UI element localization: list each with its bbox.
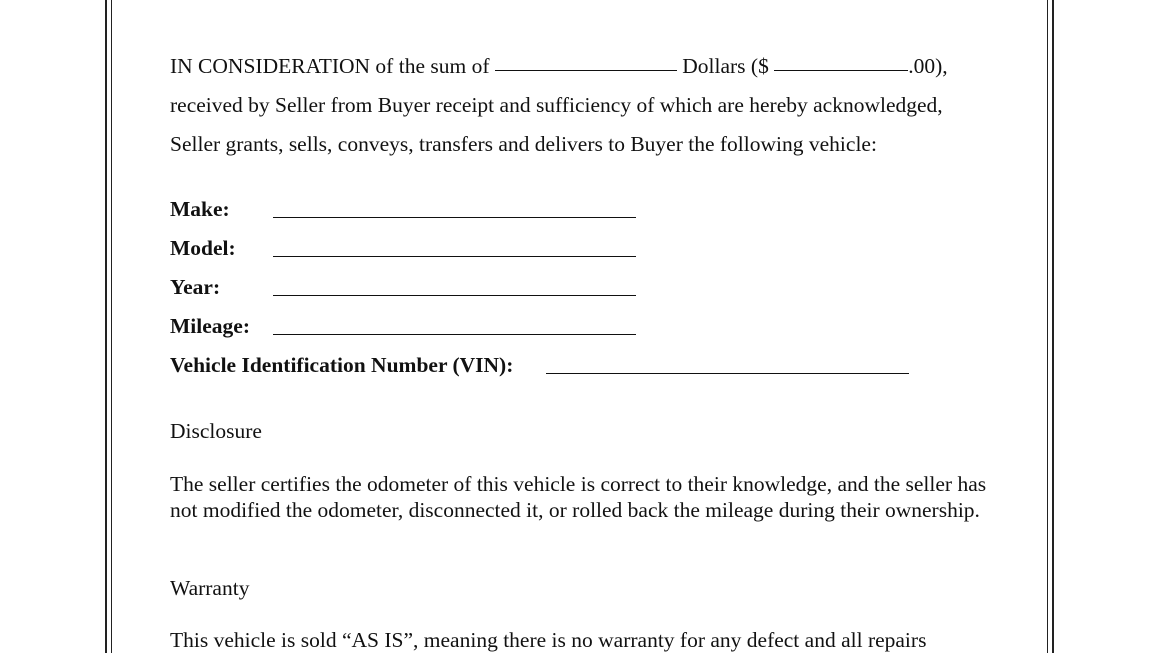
sum-words-blank[interactable] — [495, 69, 677, 71]
consideration-text-2: Dollars ($ — [682, 54, 769, 78]
page-border-right-inner — [1047, 0, 1048, 653]
model-label: Model: — [170, 236, 236, 260]
sum-amount-blank[interactable] — [774, 69, 908, 71]
disclosure-text: The seller certifies the odometer of this vehicle is correct to their knowledge, and the seller has not modified the odometer, disconnected it, or rolled back the mileage during their ownership. — [170, 472, 987, 522]
consideration-line — [170, 56, 948, 78]
make-label: Make: — [170, 197, 230, 221]
warranty-text: This vehicle is sold “AS IS”, meaning there is no warranty for any defect and all repairs — [170, 628, 927, 652]
disclosure-heading: Disclosure — [170, 419, 262, 443]
consideration-text-3: .00), — [908, 54, 948, 78]
vin-blank[interactable] — [546, 373, 909, 374]
mileage-blank[interactable] — [273, 334, 636, 335]
year-label: Year: — [170, 275, 221, 299]
page-border-left-inner — [111, 0, 112, 653]
receipt-line: received by Seller from Buyer receipt and sufficiency of which are hereby acknowledged, — [170, 93, 943, 117]
consideration-text-1: IN CONSIDERATION of the sum of — [170, 54, 490, 78]
vin-label: Vehicle Identification Number (VIN): — [170, 353, 514, 377]
make-blank[interactable] — [273, 217, 636, 218]
page-border-left-outer — [105, 0, 107, 653]
year-blank[interactable] — [273, 295, 636, 296]
page-border-right-outer — [1052, 0, 1054, 653]
model-blank[interactable] — [273, 256, 636, 257]
warranty-heading: Warranty — [170, 576, 250, 600]
mileage-label: Mileage: — [170, 314, 250, 338]
grants-line: Seller grants, sells, conveys, transfers and delivers to Buyer the following vehicle: — [170, 132, 877, 156]
